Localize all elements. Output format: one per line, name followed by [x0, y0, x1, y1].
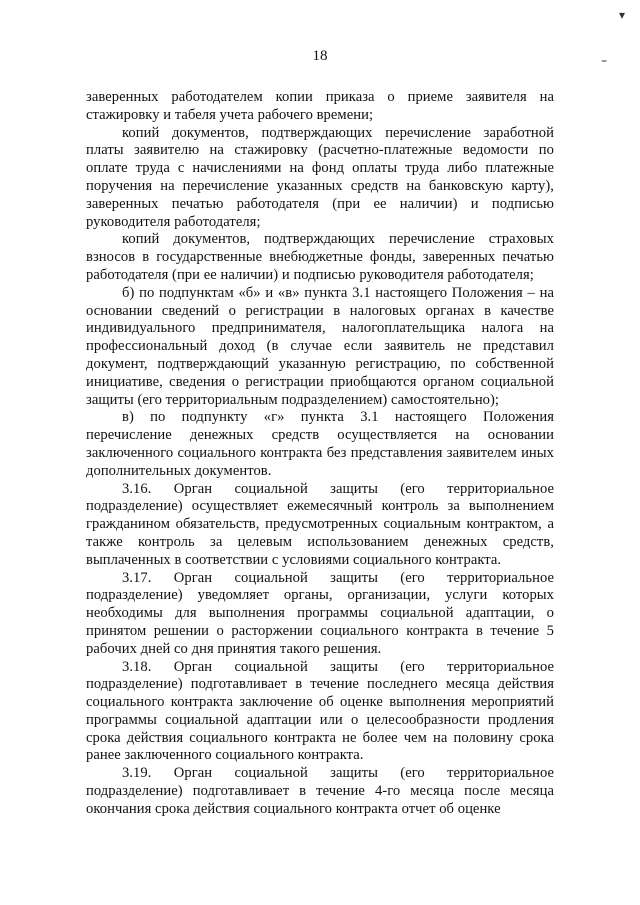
corner-mark: ▾	[619, 8, 626, 22]
paragraph: копий документов, подтверждающих перечисление страховых взносов в государственные внебюджетные фонды, заверенных печатью работодателя (при ее наличии) и подписью руководителя работодателя;	[86, 231, 554, 283]
paragraph: 3.17. Орган социальной защиты (его территориальное подразделение) уведомляет органы, организации, услуги которых необходимы для выполнения программы социальной адаптации, о принятом решении о расторжении социального контракта в течение 5 рабочих дней со дня принятия такого решения.	[86, 569, 554, 657]
paragraph: б) по подпунктам «б» и «в» пункта 3.1 настоящего Положения – на основании сведений о регистрации в налоговых органах в качестве индивидуального предпринимателя, налогоплательщика налога на профессиональный доход (в случае если заявитель не представил документ, подтверждающий указанную регистрацию, по собственной инициативе, сведения о регистрации приобщаются органом социальной защиты (его территориальным подразделением) самостоятельно);	[86, 284, 554, 408]
paragraph: 3.18. Орган социальной защиты (его территориальное подразделение) подготавливает в течение последнего месяца действия социального контракта заключение об оценке выполнения мероприятий программы социальной адаптации или о целесообразности продления срока действия социального контракта не более чем на половину срока ранее заключенного социального контракта.	[86, 658, 554, 764]
document-body	[86, 89, 554, 819]
corner-mark: ₌	[601, 52, 608, 66]
paragraph: 3.19. Орган социальной защиты (его территориальное подразделение) подготавливает в течение 4-го месяца после месяца окончания срока действия социального контракта отчет об оценке	[86, 765, 554, 817]
paragraph: заверенных работодателем копии приказа о приеме заявителя на стажировку и табеля учета рабочего времени;	[86, 89, 554, 123]
paragraph: в) по подпункту «г» пункта 3.1 настоящего Положения перечисление денежных средств осуществляется на основании заключенного социального контракта без представления заявителем иных дополнительных документов.	[86, 409, 554, 479]
page-number: 18	[312, 48, 328, 64]
paragraph: 3.16. Орган социальной защиты (его территориальное подразделение) осуществляет ежемесячный контроль за выполнением гражданином обязательств, предусмотренных социальным контрактом, а также контроль за целевым использованием денежных средств, выплаченных в соответствии с условиями социального контракта.	[86, 480, 554, 568]
paragraph: копий документов, подтверждающих перечисление заработной платы заявителю на стажировку (расчетно-платежные ведомости по оплате труда с начислениями на фонд оплаты труда либо платежные поручения на перечисление указанных средств на банковскую карту), заверенных печатью работодателя (при ее наличии) и подписью руководителя работодателя;	[86, 124, 554, 230]
